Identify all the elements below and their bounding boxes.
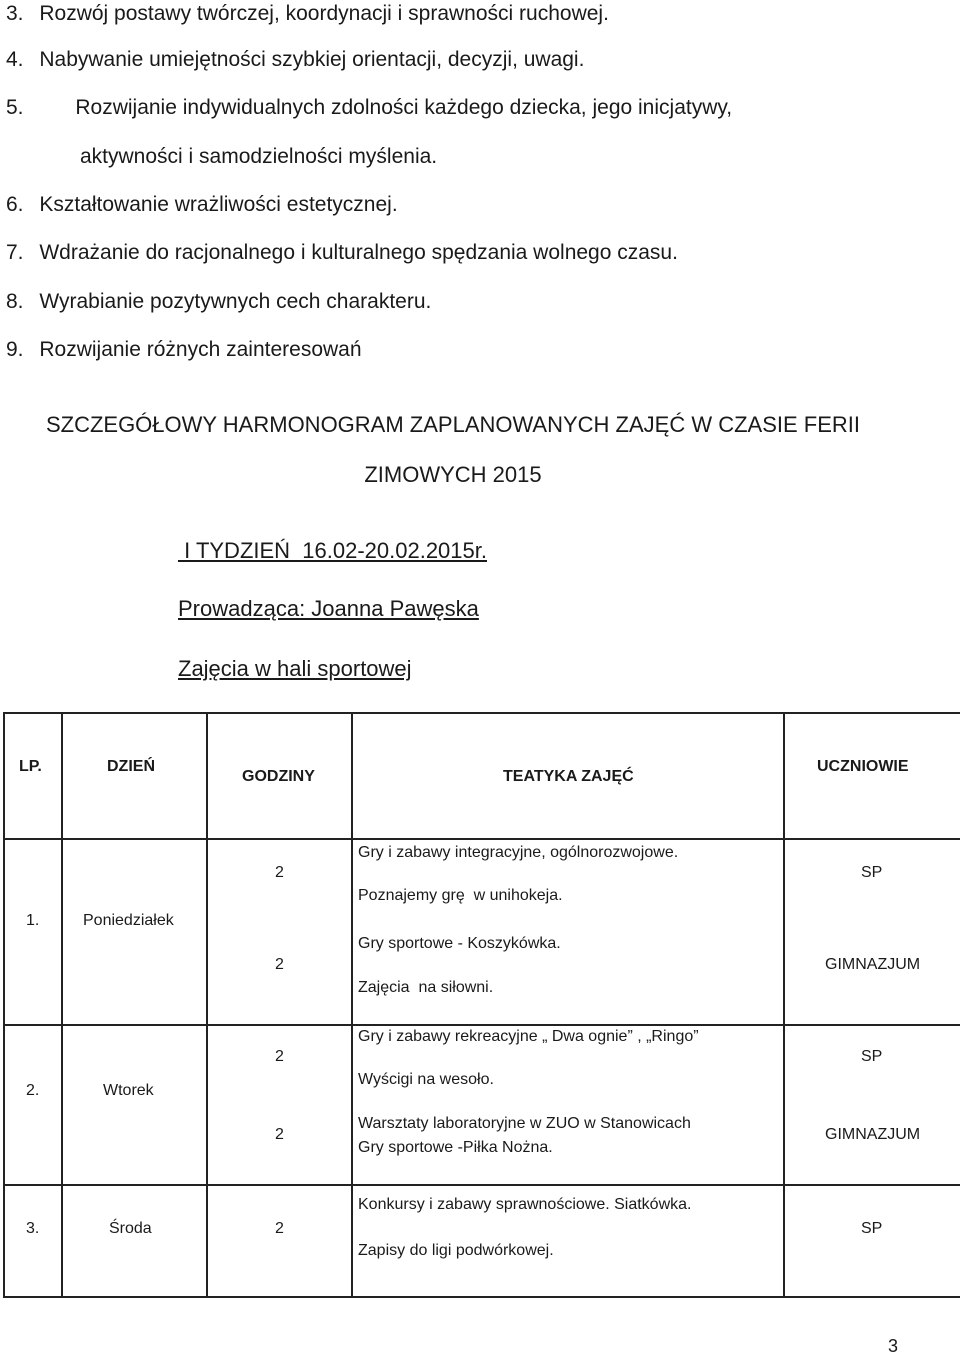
topic-line: Wyścigi na wesoło.: [358, 1071, 494, 1088]
page-number: 3: [887, 1336, 898, 1356]
list-text: Wdrażanie do racjonalnego i kulturalnego spędzania wolnego czasu.: [39, 241, 678, 264]
hours-value: 2: [275, 1126, 284, 1143]
cell-topic: [352, 839, 784, 1025]
cell-lp: [4, 1185, 62, 1297]
list-number: 7.: [6, 241, 24, 264]
topic-line: Gry sportowe - Koszykówka.: [358, 935, 561, 952]
header-cell: [207, 713, 352, 839]
cell-hours: [207, 1025, 352, 1185]
students-value: SP: [861, 1220, 883, 1237]
header-lp: LP.: [19, 758, 42, 775]
topic-line: Warsztaty laboratoryjne w ZUO w Stanowicach: [358, 1115, 691, 1132]
students-value: SP: [861, 1048, 883, 1065]
schedule-table: [3, 712, 960, 1298]
list-text: Wyrabianie pozytywnych cech charakteru.: [39, 290, 432, 313]
list-item: [6, 241, 678, 265]
cell-day: [62, 839, 207, 1025]
list-item: [6, 290, 431, 314]
list-number: 5.: [6, 96, 24, 119]
row-day: Poniedziałek: [83, 912, 174, 929]
row-number: 3.: [26, 1220, 40, 1237]
students-value: GIMNAZJUM: [825, 1126, 921, 1143]
schedule-heading: SZCZEGÓŁOWY HARMONOGRAM ZAPLANOWANYCH ZAJĘĆ W CZASIE FERII: [45, 412, 861, 437]
header-cell: [352, 713, 784, 839]
cell-lp: [4, 1025, 62, 1185]
table-row: [4, 1185, 960, 1297]
list-text: Kształtowanie wrażliwości estetycznej.: [39, 193, 398, 216]
list-text: Rozwój postawy twórczej, koordynacji i sprawności ruchowej.: [39, 2, 609, 25]
list-item: [6, 96, 732, 120]
list-item: [6, 193, 398, 217]
header-topic: TEATYKA ZAJĘĆ: [503, 768, 634, 785]
topic-line: Konkursy i zabawy sprawnościowe. Siatkówka.: [358, 1196, 692, 1213]
list-text: Nabywanie umiejętności szybkiej orientacji, decyzji, uwagi.: [39, 48, 585, 71]
hours-value: 2: [275, 1048, 284, 1065]
cell-day: [62, 1185, 207, 1297]
list-number: 8.: [6, 290, 24, 313]
students-value: SP: [861, 864, 883, 881]
header-day: DZIEŃ: [107, 758, 155, 775]
topic-line: Zapisy do ligi podwórkowej.: [358, 1242, 554, 1259]
list-number: 3.: [6, 2, 24, 25]
list-text: Rozwijanie indywidualnych zdolności każdego dziecka, jego inicjatywy,: [75, 96, 733, 119]
header-cell: [784, 713, 960, 839]
cell-topic: [352, 1185, 784, 1297]
list-number: 4.: [6, 48, 24, 71]
hours-value: 2: [275, 956, 284, 973]
topic-line: Gry i zabawy integracyjne, ogólnorozwojowe.: [358, 844, 679, 861]
students-value: GIMNAZJUM: [825, 956, 921, 973]
row-day: Środa: [109, 1220, 152, 1237]
hours-value: 2: [275, 864, 284, 881]
row-number: 1.: [26, 912, 40, 929]
header-cell: [62, 713, 207, 839]
topic-line: Gry sportowe -Piłka Nożna.: [358, 1139, 553, 1156]
header-students: UCZNIOWIE: [817, 758, 909, 775]
cell-day: [62, 1025, 207, 1185]
schedule-heading-line2: ZIMOWYCH 2015: [364, 462, 542, 487]
header-hours: GODZINY: [242, 768, 315, 785]
cell-hours: [207, 1185, 352, 1297]
topic-line: Zajęcia na siłowni.: [358, 979, 494, 996]
table-row: [4, 1025, 960, 1185]
table-header-row: [4, 713, 960, 839]
cell-students: [784, 1025, 960, 1185]
row-number: 2.: [26, 1082, 40, 1099]
list-item: [6, 48, 584, 72]
list-number: 6.: [6, 193, 24, 216]
topic-line: Gry i zabawy rekreacyjne „ Dwa ognie” , „Ringo”: [358, 1028, 699, 1045]
week-dates: I TYDZIEŃ 16.02-20.02.2015r.: [178, 538, 487, 563]
cell-hours: [207, 839, 352, 1025]
cell-topic: [352, 1025, 784, 1185]
topic-line: Poznajemy grę w unihokeja.: [358, 887, 563, 904]
row-day: Wtorek: [103, 1082, 154, 1099]
list-item: [6, 338, 362, 362]
list-item-continuation: aktywności i samodzielności myślenia.: [80, 145, 438, 168]
leader-name: Prowadząca: Joanna Pawęska: [178, 596, 479, 621]
header-cell: [4, 713, 62, 839]
list-number: 9.: [6, 338, 24, 361]
list-text: Rozwijanie różnych zainteresowań: [39, 338, 362, 361]
location: Zajęcia w hali sportowej: [178, 656, 412, 681]
list-item: [6, 2, 609, 26]
cell-students: [784, 1185, 960, 1297]
cell-lp: [4, 839, 62, 1025]
hours-value: 2: [275, 1220, 284, 1237]
table-row: [4, 839, 960, 1025]
cell-students: [784, 839, 960, 1025]
